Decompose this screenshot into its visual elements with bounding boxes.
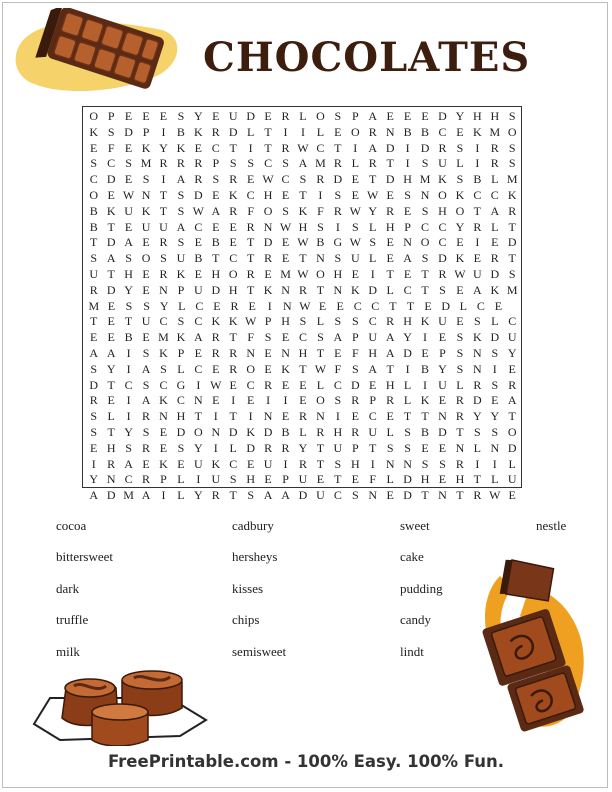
grid-row: R E I A K C N E I E I I E O S R P R L K E R D E A [89,393,517,408]
grid-row: A D M A I L Y R T S A A D U C S N E D T N T R W E [89,488,516,503]
word-list-item: cadbury [232,518,274,533]
word-list-item: cake [400,549,424,564]
grid-row: S A S O S U B T C T R E T N S U L E A S D K E R T [90,251,516,266]
grid-row: S T Y S E D O N D K D B L R H R U L S B D T S S O [90,424,517,439]
chocolate-bar-illustration [12,8,184,100]
grid-row: U T H E R K E H O R E M W O H E I T E T R W U D S [89,266,516,281]
grid-row: O P E E E S Y E U D E R L O S P A E E E D Y H H S [89,109,516,123]
word-list-item: candy [400,612,432,627]
word-list-item: semisweet [232,644,287,659]
bonbons-illustration [30,664,210,746]
grid-row: C D E S I A R S R E W C S R D E T D H M K S B L M [89,172,518,187]
grid-row: E E B E M K A R T F S E C S A P U A Y I E S K D U [90,330,517,345]
footer-tagline: FreePrintable.com - 100% Easy. 100% Fun. [107,752,505,771]
word-list-item: sweet [400,518,430,533]
grid-row: E F E K Y K E C T I T R W C T I A D I D R S I R S [90,140,516,155]
grid-row: T E T U C S C K K W P H S L S S C R H K U E S L C [90,314,517,329]
grid-row: T D A E R S E B E T D E W B G W S E N O C E I E D [90,235,517,250]
page-title: CHOCOLATES [203,34,531,81]
chocolate-pieces-illustration [470,556,600,732]
grid-row: Y N C R P L I U S H E P U E T E F L D H E H T L U [89,472,517,487]
word-list-item: lindt [400,644,424,659]
word-list-item: chips [232,612,260,627]
word-list-item: nestle [536,518,567,533]
grid-row: K S D P I B K R D L T I I L E O R N B B C E K M O [89,124,517,139]
word-list-item: milk [56,644,80,659]
word-list-item: kisses [232,581,264,596]
grid-row: O E W N T S D E K C H E T I S E W E S N O K C C K [89,187,517,202]
word-list-item: pudding [400,581,443,596]
grid-row: S Y I A S L C E R O E K T W F S A T I B Y S N I E [90,361,516,376]
grid-row: B K U K T S W A R F O S K F R W Y R E S H O T A R [89,203,517,218]
word-search-grid [82,106,522,503]
word-list-item: truffle [56,612,89,627]
word-list-item: cocoa [56,518,87,533]
grid-row: S C S M R R R P S S C S A M R L R T I S U L I R S [90,156,516,171]
grid-row: B T E U U A C E E R N W H S I S L H P C C Y R L T [89,219,516,234]
grid-row: M E S S Y L C E R E I N W E E C C T T E D L C E [88,298,503,313]
grid-row: A A I S K P E R R N E N H T E F H A D E P S N S Y [89,345,517,360]
word-list-item: bittersweet [56,549,114,564]
grid-row: S L I R N H T I T I N E R N I E C E T T N R Y Y T [90,409,516,424]
grid-row: E H S R E S Y I L D R R Y T U P T S S E E N L N D [90,440,517,455]
grid-row: D T C S C G I W E C R E E L C D E H L I U L R S R [89,377,517,392]
word-list-item: dark [56,581,80,596]
grid-row: R D Y E N P U D H T K N R T N K D L C T S E A K M [89,282,518,297]
word-list-item: hersheys [232,549,278,564]
grid-row: I R A E K E U K C E U I R T S H I N N S S R I I L [91,456,516,471]
